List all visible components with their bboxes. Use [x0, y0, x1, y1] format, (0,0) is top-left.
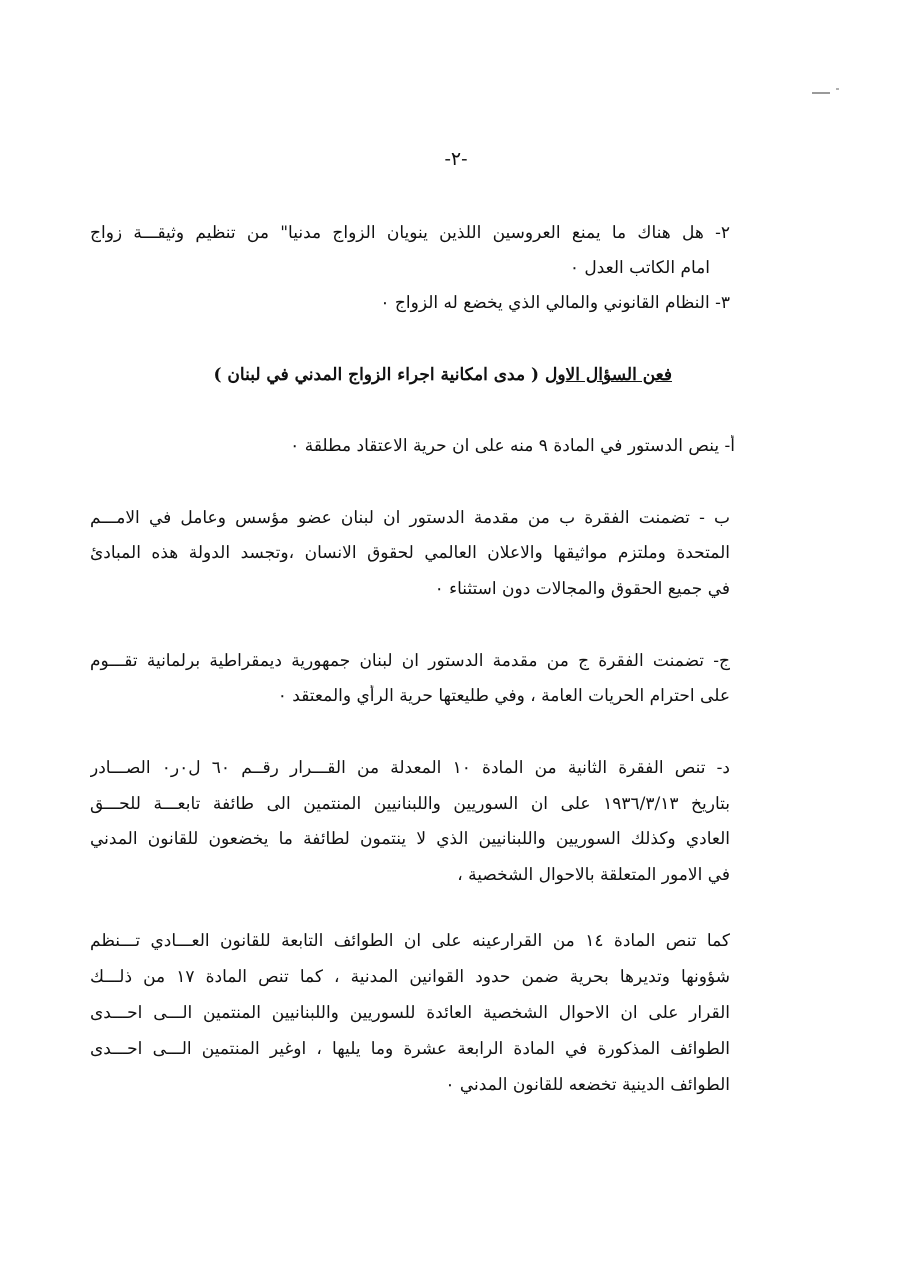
- paragraph-d-line: في الامور المتعلقة بالاحوال الشخصية ،: [457, 865, 730, 885]
- paragraph-e-line: شؤونها وتديرها بحرية ضمن حدود القوانين المدنية ، كما تنص المادة ١٧ من ذلـــك: [90, 967, 730, 987]
- page-number: -٢-: [444, 148, 468, 170]
- section-heading-underlined: فعن السؤال الاول: [544, 365, 672, 385]
- scan-artifact: [836, 88, 839, 90]
- paragraph-b-line: ب - تضمنت الفقرة ب من مقدمة الدستور ان لبنان عضو مؤسس وعامل في الامـــم: [90, 508, 730, 528]
- scan-artifact: [812, 92, 830, 94]
- paragraph-d-line: د- تنص الفقرة الثانية من المادة ١٠ المعدلة من القـــرار رقــم ٦٠ ل٠ر٠ الصـــادر: [90, 758, 730, 778]
- paragraph-e-line: الطوائف المذكورة في المادة الرابعة عشرة وما يليها ، اوغير المنتمين الـــى احـــدى: [90, 1039, 730, 1059]
- paragraph-d-line: العادي وكذلك السوريين واللبنانيين الذي لا ينتمون لطائفة ما يخضعون للقانون المدني: [90, 829, 730, 849]
- paragraph-d-line: بتاريخ ١٩٣٦/٣/١٣ على ان السوريين واللبنانيين المنتمين الى طائفة تابعـــة للحـــق: [90, 794, 730, 814]
- paragraph-c-line: على احترام الحريات العامة ، وفي طليعتها حرية الرأي والمعتقد ٠: [277, 686, 730, 706]
- paragraph-c-line: ج- تضمنت الفقرة ج من مقدمة الدستور ان لبنان جمهورية ديمقراطية برلمانية تقـــوم: [90, 651, 730, 671]
- paragraph-e-line: الطوائف الدينية تخضعه للقانون المدني ٠: [445, 1075, 730, 1095]
- section-heading: [213, 364, 672, 386]
- paragraph-e-line: القرار على ان الاحوال الشخصية العائدة للسوريين واللبنانيين المنتمين الـــى احـــدى: [90, 1003, 730, 1023]
- question-line: ٢- هل هناك ما يمنع العروسين اللذين ينويان الزواج مدنيا" من تنظيم وثيقـــة زواج: [90, 223, 730, 243]
- paragraph-b-line: المتحدة وملتزم مواثيقها والاعلان العالمي لحقوق الانسان ،وتجسد الدولة هذه المبادئ: [90, 543, 730, 563]
- section-heading-rest: ( مدى امكانية اجراء الزواج المدني في لبنان ): [213, 365, 545, 385]
- paragraph-a-line: أ- ينص الدستور في المادة ٩ منه على ان حرية الاعتقاد مطلقة ٠: [290, 436, 735, 456]
- question-line: ٣- النظام القانوني والمالي الذي يخضع له الزواج ٠: [380, 293, 730, 313]
- paragraph-b-line: في جميع الحقوق والمجالات دون استثناء ٠: [434, 579, 730, 599]
- question-line: امام الكاتب العدل ٠: [569, 258, 710, 278]
- paragraph-e-line: كما تنص المادة ١٤ من القرارعينه على ان الطوائف التابعة للقانون العـــادي تـــنظم: [90, 931, 730, 951]
